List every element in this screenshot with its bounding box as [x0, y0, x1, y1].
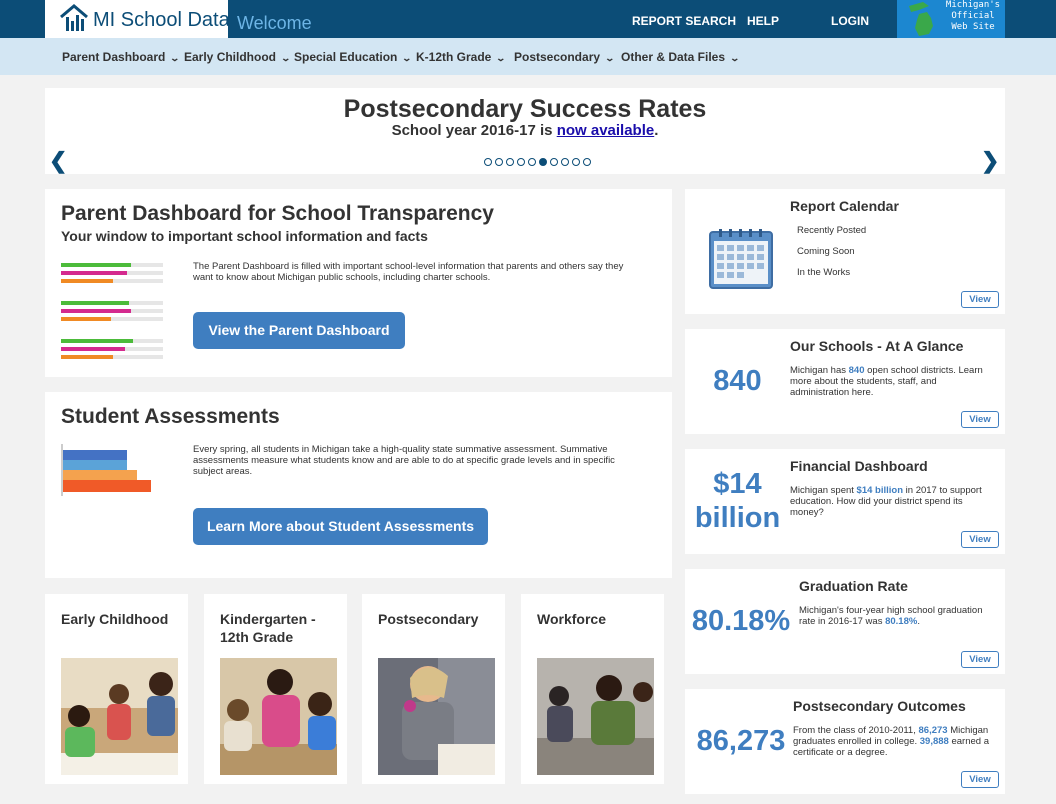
logo-text: MI School Data	[93, 9, 230, 31]
postsecondary-outcomes-card	[685, 689, 1005, 794]
postsecondary-text-middle: Michigan graduates enrolled in college.	[793, 725, 989, 747]
site-logo[interactable]	[45, 0, 228, 38]
student-assessments-description: Every spring, all students in Michigan take a high-quality state summative assessment. Summative assessments measure what students know and are able to do at specific grade levels and in specific subject areas.	[193, 444, 615, 477]
graduation-highlight: 80.18%	[885, 616, 918, 627]
report-calendar-view-button[interactable]: View	[961, 291, 999, 308]
carousel-dots	[484, 158, 591, 168]
coming-soon-link[interactable]: Coming Soon	[797, 246, 855, 257]
graduation-text-end: .	[917, 616, 920, 627]
financial-amount	[685, 467, 790, 535]
recently-posted-link[interactable]: Recently Posted	[797, 225, 867, 236]
carousel-prev-arrow-icon[interactable]: ❮	[49, 148, 68, 173]
learn-more-assessments-button[interactable]: Learn More about Student Assessments	[193, 508, 488, 545]
carousel-subtitle-text: School year 2016-17 is	[391, 122, 557, 139]
house-icon	[59, 3, 89, 33]
our-schools-text-start: Michigan has	[790, 365, 849, 376]
carousel-subtitle-end: .	[654, 122, 659, 139]
tile-kindergarten-12th-grade[interactable]	[204, 594, 347, 784]
parent-dashboard-subtitle: Your window to important school information and facts	[61, 228, 428, 244]
michigan-map-icon	[905, 0, 939, 38]
graduation-rate-text	[799, 605, 999, 627]
financial-text-start: Michigan spent	[790, 485, 857, 496]
postsecondary-text-start: From the class of 2010-2011,	[793, 725, 919, 736]
workforce-photo	[537, 658, 654, 775]
carousel-dot[interactable]	[583, 158, 591, 166]
michigan-badge-text	[943, 0, 1003, 32]
tile-title: Workforce	[537, 611, 606, 627]
graduation-rate-number: 80.18%	[691, 605, 791, 637]
financial-text	[790, 485, 995, 518]
login-link[interactable]: LOGIN	[831, 14, 869, 28]
nav-label: Other & Data Files	[621, 50, 726, 64]
announcement-carousel	[45, 88, 1005, 174]
report-search-link[interactable]: REPORT SEARCH	[632, 14, 737, 28]
nav-other-data-files[interactable]	[621, 50, 739, 64]
chevron-down-icon: ⌄	[169, 53, 181, 63]
nav-postsecondary[interactable]	[514, 50, 614, 64]
dashboard-bars-icon	[61, 263, 165, 367]
carousel-next-arrow-icon[interactable]: ❯	[981, 148, 1000, 173]
nav-early-childhood[interactable]	[184, 50, 290, 64]
financial-amount-unit: billion	[694, 502, 781, 534]
graduation-rate-title: Graduation Rate	[799, 578, 908, 594]
parent-dashboard-description: The Parent Dashboard is filled with important school-level information that parents and others say they want to know about Michigan public schools, including charter schools.	[193, 261, 624, 283]
enrolled-highlight: 86,273	[918, 725, 948, 736]
nav-special-education[interactable]	[294, 50, 411, 64]
tile-title: Kindergarten - 12th Grade	[220, 611, 316, 645]
carousel-dot[interactable]	[550, 158, 558, 166]
financial-amount-value: $14	[713, 468, 762, 500]
postsecondary-outcomes-title: Postsecondary Outcomes	[793, 698, 966, 714]
student-assessments-title: Student Assessments	[61, 405, 280, 428]
tile-workforce[interactable]	[521, 594, 664, 784]
michigan-official-site-link[interactable]	[897, 0, 1005, 38]
section-nav	[0, 38, 1056, 75]
degree-highlight: 39,888	[919, 736, 949, 747]
postsecondary-text-end: earned a certificate or a degree.	[793, 736, 989, 758]
our-schools-card	[685, 329, 1005, 434]
view-parent-dashboard-button[interactable]: View the Parent Dashboard	[193, 312, 405, 349]
financial-text-end: in 2017 to support education. How did your district spend its money?	[790, 485, 982, 518]
carousel-dot[interactable]	[528, 158, 536, 166]
chevron-down-icon: ⌄	[401, 53, 413, 63]
financial-dashboard-card	[685, 449, 1005, 554]
chevron-down-icon: ⌄	[729, 53, 741, 63]
carousel-subtitle	[45, 122, 1005, 139]
michigan-badge-line: Michigan's	[945, 0, 1001, 10]
in-the-works-link[interactable]: In the Works	[797, 267, 851, 278]
top-header	[0, 0, 1056, 38]
tile-title: Postsecondary	[378, 611, 479, 627]
student-assessments-panel	[45, 392, 672, 578]
michigan-badge-line: Web Site	[951, 22, 995, 32]
our-schools-title: Our Schools - At A Glance	[790, 338, 964, 354]
nav-label: Postsecondary	[514, 50, 601, 64]
now-available-link[interactable]: now available	[556, 122, 655, 139]
nav-label: Early Childhood	[184, 50, 277, 64]
report-calendar-card	[685, 189, 1005, 314]
financial-dashboard-title: Financial Dashboard	[790, 458, 928, 474]
carousel-dot[interactable]	[539, 158, 547, 166]
postsecondary-photo	[378, 658, 495, 775]
help-link[interactable]: HELP	[747, 14, 780, 28]
financial-dashboard-view-button[interactable]: View	[961, 531, 999, 548]
assessment-chart-icon	[61, 444, 153, 496]
carousel-dot[interactable]	[506, 158, 514, 166]
early-childhood-photo	[61, 658, 178, 775]
report-calendar-title: Report Calendar	[790, 198, 899, 214]
parent-dashboard-title: Parent Dashboard for School Transparency	[61, 202, 494, 225]
kindergarten-photo	[220, 658, 337, 775]
chevron-down-icon: ⌄	[495, 53, 507, 63]
college-enrollment-number: 86,273	[696, 725, 786, 757]
tile-title: Early Childhood	[61, 611, 169, 627]
graduation-rate-card	[685, 569, 1005, 674]
carousel-dot[interactable]	[495, 158, 503, 166]
michigan-badge-line: Official	[951, 11, 995, 21]
graduation-text-start: Michigan's four-year high school graduation rate in 2016-17 was	[799, 605, 983, 627]
postsecondary-outcomes-view-button[interactable]: View	[961, 771, 999, 788]
chevron-down-icon: ⌄	[280, 53, 292, 63]
postsecondary-outcomes-text	[793, 725, 999, 758]
calendar-icon	[709, 229, 773, 289]
parent-dashboard-panel	[45, 189, 672, 377]
nav-label: K-12th Grade	[416, 50, 492, 64]
tile-early-childhood[interactable]	[45, 594, 188, 784]
chevron-down-icon: ⌄	[604, 53, 616, 63]
open-districts-number: 840	[713, 365, 762, 397]
tile-postsecondary[interactable]	[362, 594, 505, 784]
nav-label: Parent Dashboard	[62, 50, 166, 64]
welcome-label: Welcome	[237, 13, 312, 33]
carousel-title: Postsecondary Success Rates	[343, 95, 707, 123]
carousel-dot[interactable]	[484, 158, 492, 166]
our-schools-text-end: open school districts. Learn more about the students, staff, and administration here.	[790, 365, 983, 398]
carousel-dot[interactable]	[561, 158, 569, 166]
our-schools-highlight: 840	[848, 365, 865, 376]
financial-highlight: $14 billion	[856, 485, 904, 496]
our-schools-text	[790, 365, 995, 398]
nav-parent-dashboard[interactable]	[62, 50, 179, 64]
carousel-dot[interactable]	[517, 158, 525, 166]
carousel-dot[interactable]	[572, 158, 580, 166]
our-schools-view-button[interactable]: View	[961, 411, 999, 428]
nav-k12-grade[interactable]	[416, 50, 505, 64]
graduation-rate-view-button[interactable]: View	[961, 651, 999, 668]
nav-label: Special Education	[294, 50, 398, 64]
